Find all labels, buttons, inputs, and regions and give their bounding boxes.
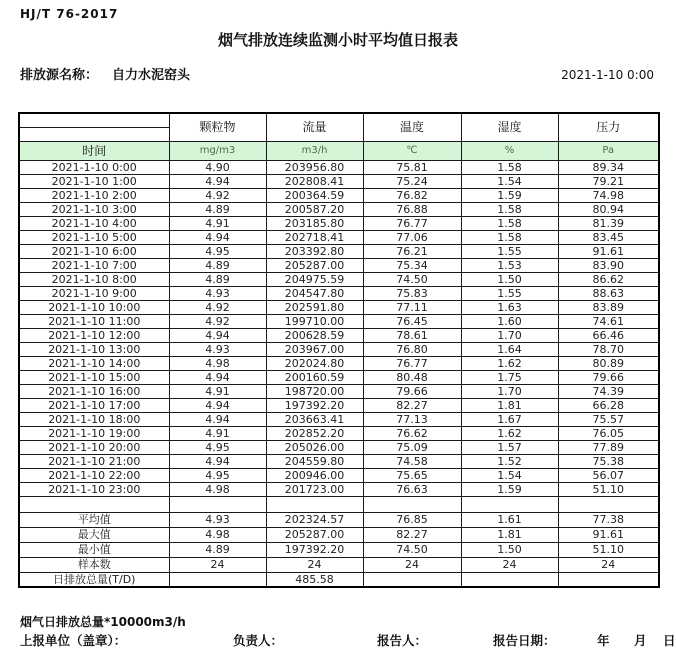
column-header-humidity: 湿度 [461,113,558,141]
value-cell: 1.67 [461,412,558,426]
value-cell: 79.66 [363,384,461,398]
value-cell: 4.92 [169,314,266,328]
day-label: 日 [663,633,676,648]
row-label-cell: 最小值 [19,542,169,557]
table-row [19,557,659,572]
table-row [19,542,659,557]
table-row [19,258,659,272]
table-row [19,370,659,384]
value-cell: 76.62 [363,426,461,440]
value-cell: 1.58 [461,230,558,244]
value-cell: 1.81 [461,527,558,542]
value-cell: 202324.57 [266,512,363,527]
value-cell: 200946.00 [266,468,363,482]
row-label-cell: 平均值 [19,512,169,527]
unit-flow: m3/h [266,141,363,160]
header-row-units [19,141,659,160]
value-cell: 4.91 [169,384,266,398]
row-label-cell: 2021-1-10 19:00 [19,426,169,440]
value-cell: 76.77 [363,216,461,230]
row-label-cell: 2021-1-10 6:00 [19,244,169,258]
value-cell: 76.45 [363,314,461,328]
table-row [19,412,659,426]
report-datetime: 2021-1-10 0:00 [561,68,654,82]
value-cell: 76.21 [363,244,461,258]
value-cell: 78.61 [363,328,461,342]
value-cell: 75.34 [363,258,461,272]
table-row [19,328,659,342]
value-cell: 1.52 [461,454,558,468]
value-cell: 4.94 [169,398,266,412]
value-cell: 200587.20 [266,202,363,216]
value-cell: 76.88 [363,202,461,216]
value-cell: 24 [461,557,558,572]
table-row [19,216,659,230]
value-cell: 1.53 [461,258,558,272]
value-cell: 76.63 [363,482,461,496]
value-cell: 1.63 [461,300,558,314]
reporting-unit-label: 上报单位（盖章）： [20,633,127,648]
row-label-cell [19,496,169,512]
value-cell: 1.50 [461,272,558,286]
value-cell: 202852.20 [266,426,363,440]
value-cell: 80.89 [558,356,659,370]
value-cell [169,496,266,512]
value-cell: 202591.80 [266,300,363,314]
table-row [19,512,659,527]
value-cell: 203956.80 [266,160,363,174]
row-label-cell: 2021-1-10 1:00 [19,174,169,188]
value-cell: 202718.41 [266,230,363,244]
table-row [19,188,659,202]
page-title: 烟气排放连续监测小时平均值日报表 [217,31,458,49]
value-cell: 1.60 [461,314,558,328]
value-cell: 75.57 [558,412,659,426]
table-row [19,300,659,314]
spacer-section [19,496,659,512]
value-cell: 203185.80 [266,216,363,230]
value-cell: 4.93 [169,286,266,300]
value-cell: 75.38 [558,454,659,468]
value-cell: 1.54 [461,468,558,482]
flow-unit-note: 烟气日排放总量*10000m3/h [20,615,186,629]
value-cell: 199710.00 [266,314,363,328]
value-cell: 4.91 [169,216,266,230]
value-cell: 202024.80 [266,356,363,370]
table-row [19,230,659,244]
value-cell: 4.89 [169,542,266,557]
table-row [19,454,659,468]
emission-source [20,64,190,83]
value-cell: 4.94 [169,174,266,188]
column-header-flow: 流量 [266,113,363,141]
report-date-label: 报告日期： [493,633,556,648]
value-cell [461,572,558,587]
hourly-rows [19,160,659,496]
value-cell [558,572,659,587]
value-cell: 4.94 [169,230,266,244]
corner-cell-bottom [19,127,169,141]
table-row [19,482,659,496]
value-cell: 66.46 [558,328,659,342]
month-label: 月 [634,633,647,648]
emission-source-label: 排放源名称： [20,68,99,83]
value-cell: 56.07 [558,468,659,482]
row-label-cell: 2021-1-10 16:00 [19,384,169,398]
value-cell: 4.90 [169,160,266,174]
value-cell: 91.61 [558,527,659,542]
value-cell: 4.98 [169,356,266,370]
value-cell: 77.38 [558,512,659,527]
value-cell: 1.62 [461,426,558,440]
table-row [19,272,659,286]
value-cell: 77.13 [363,412,461,426]
row-label-cell: 2021-1-10 10:00 [19,300,169,314]
row-label-cell: 2021-1-10 8:00 [19,272,169,286]
row-label-cell: 2021-1-10 11:00 [19,314,169,328]
value-cell: 76.80 [363,342,461,356]
value-cell: 200628.59 [266,328,363,342]
value-cell: 75.09 [363,440,461,454]
row-label-cell: 日排放总量(T/D) [19,572,169,587]
value-cell: 1.70 [461,384,558,398]
value-cell: 4.94 [169,328,266,342]
value-cell: 1.75 [461,370,558,384]
value-cell: 1.59 [461,482,558,496]
value-cell: 1.62 [461,356,558,370]
value-cell: 1.55 [461,244,558,258]
value-cell: 201723.00 [266,482,363,496]
row-label-cell: 2021-1-10 5:00 [19,230,169,244]
table-row [19,426,659,440]
value-cell: 86.62 [558,272,659,286]
row-label-cell: 2021-1-10 14:00 [19,356,169,370]
value-cell: 1.58 [461,202,558,216]
value-cell: 203392.80 [266,244,363,258]
value-cell: 204547.80 [266,286,363,300]
value-cell: 4.95 [169,440,266,454]
unit-humidity: % [461,141,558,160]
value-cell: 80.48 [363,370,461,384]
value-cell [461,496,558,512]
value-cell: 4.93 [169,512,266,527]
value-cell: 51.10 [558,542,659,557]
row-label-cell: 2021-1-10 20:00 [19,440,169,454]
value-cell: 204975.59 [266,272,363,286]
value-cell: 91.61 [558,244,659,258]
value-cell: 74.61 [558,314,659,328]
value-cell: 82.27 [363,398,461,412]
value-cell: 4.95 [169,244,266,258]
value-cell: 4.91 [169,426,266,440]
value-cell: 205026.00 [266,440,363,454]
column-header-particulate: 颗粒物 [169,113,266,141]
unit-pressure: Pa [558,141,659,160]
table-row [19,286,659,300]
signature-row [0,631,676,649]
value-cell: 83.90 [558,258,659,272]
value-cell: 200364.59 [266,188,363,202]
value-cell: 75.81 [363,160,461,174]
value-cell: 200160.59 [266,370,363,384]
value-cell: 1.81 [461,398,558,412]
row-label-cell: 2021-1-10 23:00 [19,482,169,496]
value-cell [169,572,266,587]
table-row [19,160,659,174]
value-cell: 1.59 [461,188,558,202]
row-label-cell: 2021-1-10 7:00 [19,258,169,272]
table-row [19,174,659,188]
value-cell: 197392.20 [266,542,363,557]
value-cell: 74.58 [363,454,461,468]
monitoring-table [18,112,660,588]
value-cell: 4.92 [169,188,266,202]
value-cell: 1.61 [461,512,558,527]
value-cell: 77.06 [363,230,461,244]
value-cell: 203663.41 [266,412,363,426]
value-cell: 1.57 [461,440,558,454]
spacer-row [19,496,659,512]
value-cell: 24 [558,557,659,572]
value-cell: 1.55 [461,286,558,300]
value-cell: 75.24 [363,174,461,188]
value-cell: 74.50 [363,542,461,557]
unit-temperature: ℃ [363,141,461,160]
value-cell [363,496,461,512]
value-cell: 24 [169,557,266,572]
row-label-cell: 2021-1-10 21:00 [19,454,169,468]
table-row [19,202,659,216]
table-row [19,244,659,258]
value-cell: 80.94 [558,202,659,216]
table-row [19,356,659,370]
value-cell: 4.94 [169,454,266,468]
table-row [19,398,659,412]
value-cell: 4.89 [169,202,266,216]
reporter-label: 报告人： [377,633,428,648]
value-cell: 205287.00 [266,527,363,542]
value-cell: 203967.00 [266,342,363,356]
summary-rows [19,512,659,587]
value-cell: 83.45 [558,230,659,244]
value-cell: 76.82 [363,188,461,202]
row-label-cell: 样本数 [19,557,169,572]
value-cell: 4.95 [169,468,266,482]
value-cell: 4.98 [169,527,266,542]
row-label-cell: 2021-1-10 18:00 [19,412,169,426]
value-cell: 77.11 [363,300,461,314]
row-label-cell: 2021-1-10 12:00 [19,328,169,342]
responsible-person-label: 负责人： [233,633,284,648]
value-cell: 198720.00 [266,384,363,398]
value-cell: 88.63 [558,286,659,300]
value-cell: 74.50 [363,272,461,286]
value-cell: 4.89 [169,258,266,272]
row-label-cell: 2021-1-10 0:00 [19,160,169,174]
value-cell: 83.89 [558,300,659,314]
value-cell: 202808.41 [266,174,363,188]
value-cell: 1.58 [461,216,558,230]
value-cell: 77.89 [558,440,659,454]
value-cell: 1.70 [461,328,558,342]
value-cell: 82.27 [363,527,461,542]
value-cell: 74.39 [558,384,659,398]
value-cell: 1.50 [461,542,558,557]
table-row [19,342,659,356]
value-cell: 1.58 [461,160,558,174]
row-label-cell: 2021-1-10 22:00 [19,468,169,482]
standard-code: HJ/T 76-2017 [20,7,119,21]
time-column-header: 时间 [19,141,169,160]
value-cell [363,572,461,587]
row-label-cell: 2021-1-10 15:00 [19,370,169,384]
table-row [19,314,659,328]
value-cell [558,496,659,512]
value-cell: 79.66 [558,370,659,384]
value-cell: 24 [266,557,363,572]
row-label-cell: 2021-1-10 9:00 [19,286,169,300]
column-header-pressure: 压力 [558,113,659,141]
row-label-cell: 2021-1-10 13:00 [19,342,169,356]
value-cell: 76.85 [363,512,461,527]
table-row [19,384,659,398]
report-meta [20,64,654,83]
table-row [19,468,659,482]
value-cell: 485.58 [266,572,363,587]
unit-particulate: mg/m3 [169,141,266,160]
value-cell: 89.34 [558,160,659,174]
value-cell: 78.70 [558,342,659,356]
value-cell: 51.10 [558,482,659,496]
value-cell: 74.98 [558,188,659,202]
value-cell: 4.98 [169,482,266,496]
table-row [19,440,659,454]
value-cell: 4.89 [169,272,266,286]
value-cell: 81.39 [558,216,659,230]
row-label-cell: 2021-1-10 2:00 [19,188,169,202]
value-cell: 197392.20 [266,398,363,412]
row-label-cell: 2021-1-10 3:00 [19,202,169,216]
row-label-cell: 最大值 [19,527,169,542]
value-cell: 4.93 [169,342,266,356]
value-cell: 76.05 [558,426,659,440]
value-cell: 24 [363,557,461,572]
value-cell: 4.92 [169,300,266,314]
row-label-cell: 2021-1-10 4:00 [19,216,169,230]
value-cell: 79.21 [558,174,659,188]
header-row-parameters [19,113,659,127]
value-cell: 205287.00 [266,258,363,272]
emission-source-name: 自力水泥窑头 [112,68,191,83]
column-header-temperature: 温度 [363,113,461,141]
value-cell: 204559.80 [266,454,363,468]
value-cell: 75.65 [363,468,461,482]
value-cell: 1.54 [461,174,558,188]
value-cell [266,496,363,512]
row-label-cell: 2021-1-10 17:00 [19,398,169,412]
corner-cell-top [19,113,169,127]
value-cell: 4.94 [169,370,266,384]
year-label: 年 [597,633,610,648]
value-cell: 76.77 [363,356,461,370]
value-cell: 66.28 [558,398,659,412]
table-row [19,527,659,542]
value-cell: 1.64 [461,342,558,356]
value-cell: 4.94 [169,412,266,426]
value-cell: 75.83 [363,286,461,300]
table-row [19,572,659,587]
